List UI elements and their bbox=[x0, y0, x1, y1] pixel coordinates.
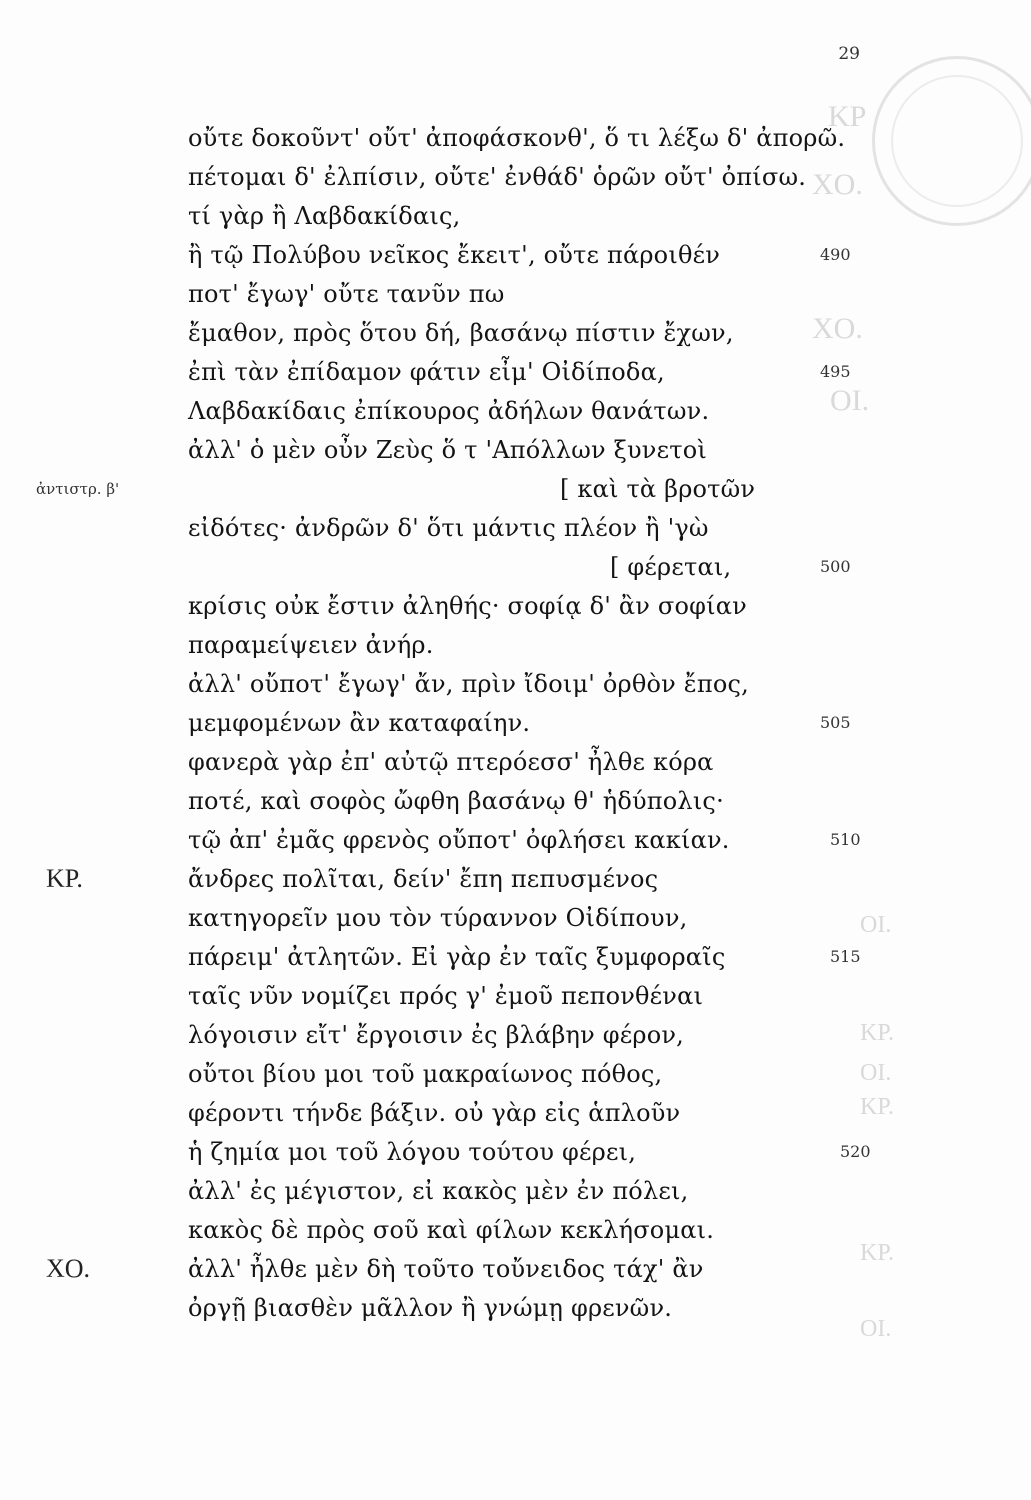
verse-line: ποτέ, καὶ σοφὸς ὤφθη βασάνῳ θ' ἡδύπολις· bbox=[188, 787, 724, 815]
line-number: 515 bbox=[830, 947, 861, 966]
bleed-through-mark: ΟΙ. bbox=[830, 384, 870, 417]
verse-line: εἰδότες· ἀνδρῶν δ' ὅτι μάντις πλέον ἢ 'γὼ bbox=[188, 514, 709, 542]
line-number: 505 bbox=[820, 713, 851, 732]
verse-line: φανερὰ γὰρ ἐπ' αὐτῷ πτερόεσσ' ἦλθε κόρα bbox=[188, 748, 714, 776]
verse-line: πάρειμ' ἀτλητῶν. Εἰ γὰρ ἐν ταῖς ξυμφοραῖς bbox=[188, 943, 726, 971]
verse-line-continuation: [ καὶ τὰ βροτῶν bbox=[560, 475, 756, 503]
verse-line: λόγοισιν εἴτ' ἔργοισιν ἐς βλάβην φέρον, bbox=[188, 1021, 684, 1049]
verse-line: ταῖς νῦν νομίζει πρός γ' ἐμοῦ πεπονθέναι bbox=[188, 982, 704, 1010]
verse-line: ἢ τῷ Πολύβου νεῖκος ἔκειτ', οὔτε πάροιθέν bbox=[188, 241, 721, 269]
verse-line: Λαβδακίδαις ἐπίκουρος ἀδήλων θανάτων. bbox=[188, 397, 710, 425]
verse-line: παραμείψειεν ἀνήρ. bbox=[188, 631, 434, 659]
verse-line: ἐπὶ τὰν ἐπίδαμον φάτιν εἶμ' Οἰδίποδα, bbox=[188, 358, 665, 386]
line-number: 520 bbox=[840, 1142, 871, 1161]
line-number: 500 bbox=[820, 557, 851, 576]
bleed-through-mark: ΟΙ. bbox=[860, 1316, 892, 1342]
speaker-label: ΧΟ. bbox=[46, 1254, 91, 1283]
line-number: 495 bbox=[820, 362, 851, 381]
bleed-through-mark: ΚΡ. bbox=[860, 1020, 895, 1046]
verse-line: κατηγορεῖν μου τὸν τύραννον Οἰδίπουν, bbox=[188, 904, 688, 932]
verse-line: ἔμαθον, πρὸς ὅτου δή, βασάνῳ πίστιν ἔχων, bbox=[188, 319, 734, 347]
bleed-through-mark: ΧΟ. bbox=[812, 312, 863, 345]
verse-line: ἄνδρες πολῖται, δείν' ἔπη πεπυσμένος bbox=[188, 865, 659, 893]
verse-line: φέροντι τήνδε βάξιν. οὐ γὰρ εἰς ἁπλοῦν bbox=[188, 1099, 681, 1127]
bleed-through-mark: ΟΙ. bbox=[860, 1060, 892, 1086]
bleed-through-mark: ΚΡ. bbox=[860, 1094, 895, 1120]
bleed-through-mark: ΚΡ. bbox=[860, 1240, 895, 1266]
verse-line: μεμφομένων ἂν καταφαίην. bbox=[188, 709, 531, 737]
speaker-label: ΚΡ. bbox=[46, 864, 83, 893]
verse-line: τί γὰρ ἢ Λαβδακίδαις, bbox=[188, 202, 461, 230]
verse-line: ποτ' ἔγωγ' οὔτε τανῦν πω bbox=[188, 280, 505, 308]
verse-line: ὀργῇ βιασθὲν μᾶλλον ἢ γνώμῃ φρενῶν. bbox=[188, 1294, 673, 1322]
verse-line: ἀλλ' οὔποτ' ἔγωγ' ἄν, πρὶν ἴδοιμ' ὀρθὸν ἔπος, bbox=[188, 670, 749, 698]
verse-line: τῷ ἀπ' ἐμᾶς φρενὸς οὔποτ' ὀφλήσει κακίαν. bbox=[188, 826, 730, 854]
verse-line: οὔτε δοκοῦντ' οὔτ' ἀποφάσκονθ', ὅ τι λέξω δ' ἀπορῶ. bbox=[188, 124, 846, 152]
verse-line: κρίσις οὐκ ἔστιν ἀληθής· σοφίᾳ δ' ἂν σοφίαν bbox=[188, 592, 747, 620]
line-number: 490 bbox=[820, 245, 851, 264]
verse-line: ἀλλ' ἐς μέγιστον, εἰ κακὸς μὲν ἐν πόλει, bbox=[188, 1177, 689, 1205]
bleed-through-mark: ΚΡ bbox=[828, 100, 867, 133]
verse-line: οὔτοι βίου μοι τοῦ μακραίωνος πόθος, bbox=[188, 1060, 663, 1088]
bleed-through-mark: ΟΙ. bbox=[860, 912, 892, 938]
strophe-note: ἀντιστρ. β' bbox=[36, 480, 120, 498]
page-number: 29 bbox=[838, 44, 860, 64]
verse-line: ἀλλ' ὁ μὲν οὖν Ζεὺς ὅ τ 'Απόλλων ξυνετοὶ bbox=[188, 436, 707, 464]
verse-line-continuation: [ φέρεται, bbox=[610, 553, 732, 581]
verse-line: ἀλλ' ἦλθε μὲν δὴ τοῦτο τοὔνειδος τάχ' ἂν bbox=[188, 1255, 704, 1283]
verse-line: ἡ ζημία μοι τοῦ λόγου τούτου φέρει, bbox=[188, 1138, 637, 1166]
line-number: 510 bbox=[830, 830, 861, 849]
verse-line: κακὸς δὲ πρὸς σοῦ καὶ φίλων κεκλήσομαι. bbox=[188, 1216, 715, 1244]
bleed-through-mark: ΧΟ. bbox=[812, 168, 863, 201]
verse-line: πέτομαι δ' ἐλπίσιν, οὔτε' ἐνθάδ' ὁρῶν οὔτ' ὀπίσω. bbox=[188, 163, 807, 191]
